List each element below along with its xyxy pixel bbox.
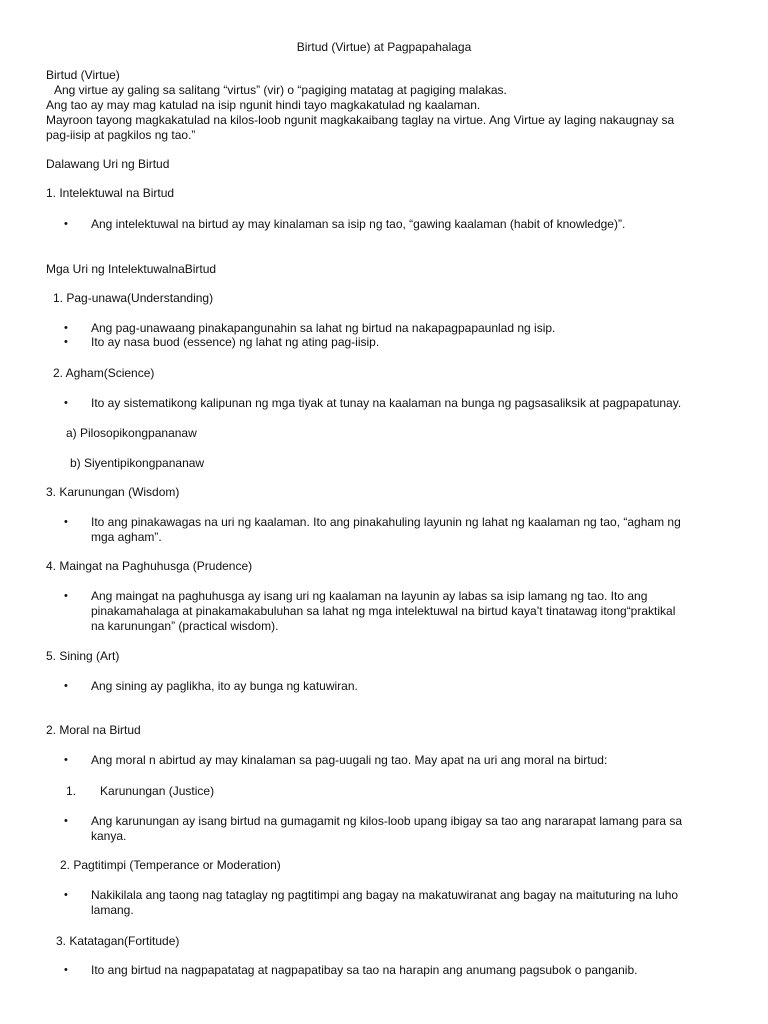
- bullet-glyph: •: [64, 964, 68, 976]
- sub-item-a: a) Pilosopikongpananaw: [66, 426, 197, 440]
- heading-science: 2. Agham(Science): [53, 366, 155, 380]
- bullet-glyph: •: [64, 322, 68, 334]
- list-item: • Ang maingat na paghuhusga ay isang uri ng kaalaman na layunin ay labas sa isip lamang ng tao. Ito ang pinakamahalaga at pinakamakabuluhan sa lahat ng mga intelektuwal na birtud kaya’t tinatawag itong“praktikal na karunungan” (practical wisdom).: [64, 589, 676, 633]
- intro-line: pag-iisip at pagkilos ng tao.”: [46, 128, 196, 142]
- intro-line: Mayroon tayong magkakatulad na kilos-loob ngunit magkakaibang taglay na virtue. Ang Virtue ay laging nakaugnay sa: [46, 113, 675, 127]
- sub-item-b: b) Siyentipikongpananaw: [70, 456, 205, 470]
- list-item: • Ang sining ay paglikha, ito ay bunga ng katuwiran.: [64, 679, 358, 693]
- bullet-glyph: •: [64, 397, 68, 409]
- section-heading-types: Dalawang Uri ng Birtud: [46, 157, 170, 171]
- bullet-glyph: •: [64, 680, 68, 692]
- list-item: • Ito ang pinakawagas na uri ng kaalaman. Ito ang pinakahuling layunin ng lahat ng kaalaman ng tao, “agham ng mga agham”.: [64, 515, 681, 544]
- list-item: • Ang intelektuwal na birtud ay may kinalaman sa isip ng tao, “gawing kaalaman (habit of knowledge)”.: [64, 217, 626, 231]
- intro-line: Ang tao ay may mag katulad na isip ngunit hindi tayo magkakatulad ng kaalaman.: [46, 98, 481, 112]
- heading-moral: 2. Moral na Birtud: [46, 723, 141, 737]
- document-title: Birtud (Virtue) at Pagpapahalaga: [296, 40, 472, 54]
- bullet-glyph: •: [64, 815, 68, 827]
- bullet-glyph: •: [64, 754, 68, 766]
- heading-art: 5. Sining (Art): [46, 649, 120, 663]
- heading-intellectual: 1. Intelektuwal na Birtud: [46, 186, 175, 200]
- heading-intellectual-types: Mga Uri ng IntelektuwalnaBirtud: [46, 262, 217, 276]
- bullet-glyph: •: [64, 590, 68, 602]
- bullet-glyph: •: [64, 336, 68, 348]
- list-item: • Ito ay sistematikong kalipunan ng mga tiyak at tunay na kaalaman na bunga ng pagsasaliksik at pagpapatunay.: [64, 396, 682, 410]
- heading-wisdom: 3. Karunungan (Wisdom): [46, 485, 180, 499]
- heading-justice: 1. Karunungan (Justice): [66, 784, 215, 798]
- intro-section: [46, 68, 726, 143]
- list-item: • Ang moral n abirtud ay may kinalaman sa pag-uugali ng tao. May apat na uri ang moral na birtud:: [64, 753, 608, 767]
- bullet-glyph: •: [64, 218, 68, 230]
- heading-fortitude: 3. Katatagan(Fortitude): [56, 934, 180, 948]
- bullet-glyph: •: [64, 889, 68, 901]
- intro-line: Ang virtue ay galing sa salitang “virtus” (vir) o “pagiging matatag at pagiging malakas.: [54, 83, 507, 97]
- intro-heading: Birtud (Virtue): [46, 68, 120, 82]
- heading-temperance: 2. Pagtitimpi (Temperance or Moderation): [60, 858, 281, 872]
- list-item: • Ito ay nasa buod (essence) ng lahat ng ating pag-iisip.: [64, 335, 380, 349]
- list-item: • Ito ang birtud na nagpapatatag at nagpapatibay sa tao na harapin ang anumang pagsubok o panganib.: [64, 963, 638, 977]
- heading-prudence: 4. Maingat na Paghuhusga (Prudence): [46, 559, 253, 573]
- list-item: • Ang pag-unawaang pinakapangunahin sa lahat ng birtud na nakapagpapaunlad ng isip.: [64, 321, 556, 335]
- list-item: • Nakikilala ang taong nag tataglay ng pagtitimpi ang bagay na makatuwiranat ang bagay na maituturing na luho lamang.: [64, 888, 679, 917]
- heading-understanding: 1. Pag-unawa(Understanding): [53, 291, 214, 305]
- list-item: • Ang karunungan ay isang birtud na gumagamit ng kilos-loob upang ibigay sa tao ang nararapat lamang para sa kanya.: [64, 814, 683, 843]
- bullet-glyph: •: [64, 516, 68, 528]
